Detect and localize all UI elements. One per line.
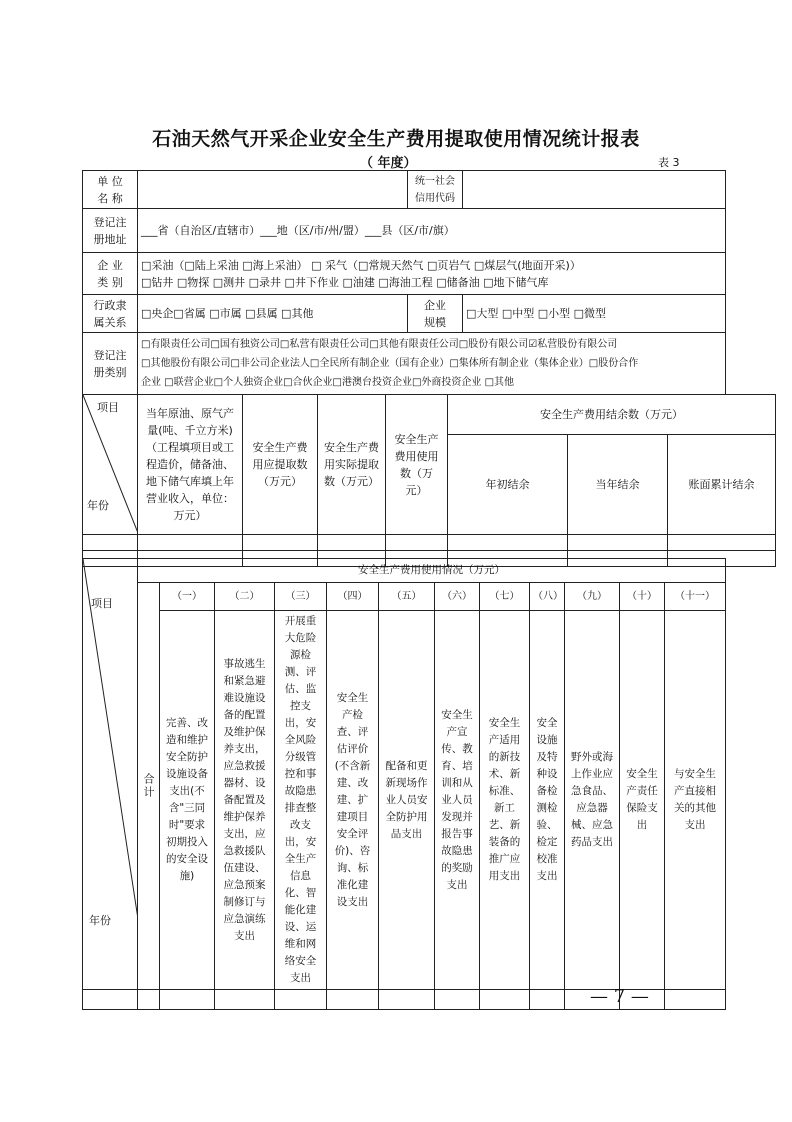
usage-col-number: （四） xyxy=(327,583,379,611)
scale-label: 企业 规模 xyxy=(408,295,463,333)
cell[interactable] xyxy=(83,990,138,1010)
page-number: — 7 — xyxy=(590,986,649,1007)
col-actual-header: 安全生产费用实际提取数（万元） xyxy=(318,395,386,535)
enterprise-category-label: 企 业 类 别 xyxy=(83,253,138,295)
usage-col-description: 野外或海上作业应急食品、应急器械、应急药品支出 xyxy=(565,611,620,990)
usage-col-description: 安全生产适用的新技术、新标准、新工艺、新装备的推广应用支出 xyxy=(480,611,530,990)
diag-label-item: 项目 xyxy=(91,597,113,610)
usage-col-description: 配备和更新现场作业人员安全防护用品支出 xyxy=(379,611,435,990)
cell[interactable] xyxy=(160,990,215,1010)
usage-header: 安全生产费用使用情况（万元） xyxy=(138,559,726,583)
usage-col-description: 完善、改造和维护安全防护设施设备支出(不含"三同时"要求初期投入的安全设施) xyxy=(160,611,215,990)
balance-cumulative-header: 账面累计结余 xyxy=(668,435,776,535)
usage-col-description: 安全生产检查、评估评价(不含新建、改建、扩建项目安全评价)、咨询、标准化建设支出 xyxy=(327,611,379,990)
cell[interactable] xyxy=(379,990,435,1010)
fee-usage-table xyxy=(82,558,726,1010)
admin-relation-label: 行政隶 属关系 xyxy=(83,295,138,333)
cell[interactable] xyxy=(568,535,668,551)
credit-code-label: 统一社会 信用代码 xyxy=(408,171,463,209)
usage-col-number: （一） xyxy=(160,583,215,611)
cell[interactable] xyxy=(435,990,480,1010)
usage-col-description: 安全生产宣传、教育、培训和从业人员发现并报告事故隐患的奖励支出 xyxy=(435,611,480,990)
usage-col-number: （六） xyxy=(435,583,480,611)
col-should-header: 安全生产费用应提取数（万元） xyxy=(243,395,318,535)
total-header: 合计 xyxy=(138,583,160,990)
reg-address-label: 登记注 册地址 xyxy=(83,209,138,253)
usage-col-number: （十一） xyxy=(665,583,726,611)
unit-name-field[interactable] xyxy=(138,171,408,209)
cell[interactable] xyxy=(215,990,275,1010)
usage-col-number: （五） xyxy=(379,583,435,611)
usage-col-description: 事故逃生和紧急避难设施设备的配置及维护保养支出，应急救援器材、设备配置及维护保养支出，应急救援队伍建设、应急预案制修订与应急演练支出 xyxy=(215,611,275,990)
header-info-table xyxy=(82,170,726,395)
cell[interactable] xyxy=(275,990,327,1010)
cell[interactable] xyxy=(530,990,565,1010)
cell[interactable] xyxy=(138,535,243,551)
usage-col-number: （九） xyxy=(565,583,620,611)
cell[interactable] xyxy=(243,535,318,551)
usage-col-description: 开展重大危险源检测、评估、监控支出，安全风险分级管控和事故隐患排查整改支出，安全生产信息化、智能化建设、运维和网络安全支出 xyxy=(275,611,327,990)
usage-col-description: 安全生产责任保险支出 xyxy=(620,611,665,990)
cell[interactable] xyxy=(83,535,138,551)
col-used-header: 安全生产费用使用数（万元） xyxy=(386,395,448,535)
diag-label-year: 年份 xyxy=(87,499,109,512)
usage-col-number: （二） xyxy=(215,583,275,611)
cell[interactable] xyxy=(386,535,448,551)
col-output-header: 当年原油、原气产量(吨、千立方米)（工程填项目或工程造价，储备油、地下储气库填上年营业收入，单位：万元） xyxy=(138,395,243,535)
diagonal-line xyxy=(83,559,138,919)
unit-name-label: 单 位 名 称 xyxy=(83,171,138,209)
credit-code-field[interactable] xyxy=(463,171,726,209)
usage-diagonal-header xyxy=(83,559,138,990)
usage-col-number: （七） xyxy=(480,583,530,611)
admin-relation-options[interactable]: □央企□省属 □市属 □县属 □其他 xyxy=(138,295,408,333)
diag-label-year: 年份 xyxy=(89,914,111,927)
usage-col-description: 安全设施及特种设备检测检验、检定校准支出 xyxy=(530,611,565,990)
diag-label-item: 项目 xyxy=(97,401,119,414)
table-row xyxy=(83,535,776,551)
balance-header: 安全生产费用结余数（万元） xyxy=(448,395,776,435)
usage-col-number: （三） xyxy=(275,583,327,611)
summary-diagonal-header xyxy=(83,395,138,535)
cell[interactable] xyxy=(665,990,726,1010)
cell[interactable] xyxy=(138,990,160,1010)
form-number: 表 3 xyxy=(658,156,680,169)
enterprise-category-options[interactable]: □采油（□陆上采油 □海上采油） □ 采气（□常规天然气 □页岩气 □煤层气(地面开采)） □钻井 □物探 □测井 □录井 □井下作业 □油建 □海油工程 □储备油 □地下储气库 xyxy=(138,253,726,295)
form-title: 石油天然气开采企业安全生产费用提取使用情况统计报表 xyxy=(152,128,640,150)
cell[interactable] xyxy=(327,990,379,1010)
cell[interactable] xyxy=(668,535,776,551)
usage-col-number: （八） xyxy=(530,583,565,611)
cell[interactable] xyxy=(480,990,530,1010)
usage-col-description: 与安全生产直接相关的其他支出 xyxy=(665,611,726,990)
usage-col-number: （十） xyxy=(620,583,665,611)
balance-year-header: 当年结余 xyxy=(568,435,668,535)
cell[interactable] xyxy=(448,535,568,551)
scale-options[interactable]: □大型 □中型 □小型 □微型 xyxy=(463,295,726,333)
fee-summary-table xyxy=(82,394,776,567)
reg-address-field[interactable]: ___省（自治区/直辖市）___地（区/市/州/盟）___县（区/市/旗） xyxy=(138,209,726,253)
balance-begin-header: 年初结余 xyxy=(448,435,568,535)
year-line: （ 年度） xyxy=(360,156,417,171)
reg-type-label: 登记注 册类别 xyxy=(83,333,138,395)
cell[interactable] xyxy=(318,535,386,551)
reg-type-options[interactable]: □有限责任公司□国有独资公司□私营有限责任公司□其他有限责任公司□股份有限公司☑私营股份有限公司 □其他股份有限公司□非公司企业法人□全民所有制企业（国有企业）□集体所有制企业（集体企业）□股份合作 企业 □联营企业□个人独资企业□合伙企业□港澳台投资企业□外商投资企业 □其他 xyxy=(138,333,726,395)
